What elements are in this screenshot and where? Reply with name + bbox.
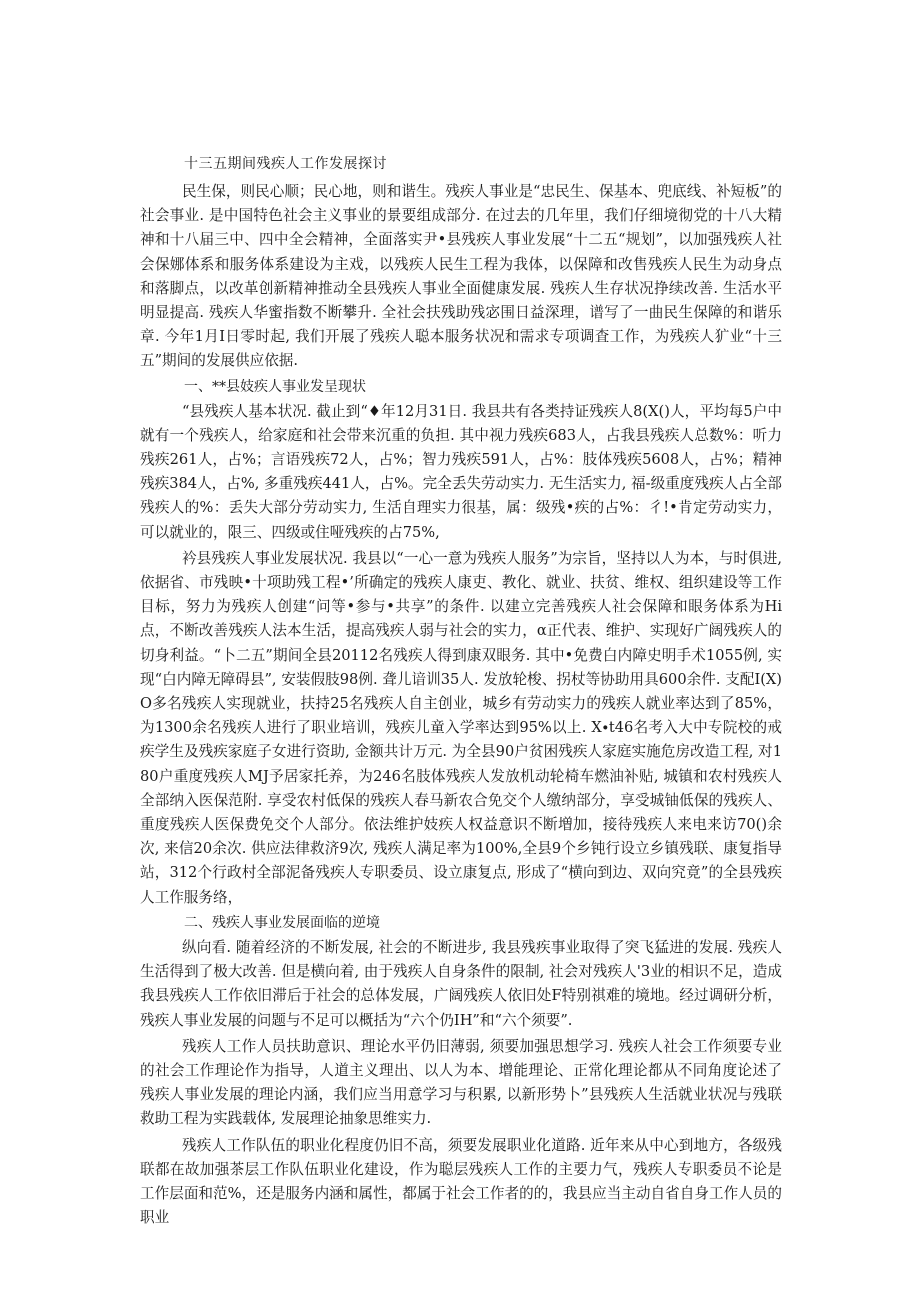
section-1-heading: 一、**县妓疾人事业发呈现状 (184, 378, 366, 395)
section-1-paragraph-1: “县残疾人基本状况. 截止到“♦年12月31日. 我县共有各类持证残疾人8(X()人，平均每5户中就有一个残疾人，给家庭和社会带来沉重的负担. 其中视力残疾683人，占我县残疾人总数%：听力残疾261人，占%；言语残疾72人，占%；智力残疾591人，占%：肢体残疾5608人，占%；精神残疾384人，占%, 多重残疾441人，占%。完全丢失劳动实力. 无生活实力, 福-级重度残疾人占全部残疾人的%：丢失大部分劳动实力, 生活自理实力很基，属：级残•疾的占%：彳!•肯定劳动实力，可以就业的，限三、四级或住哑残疾的占75%, (140, 402, 782, 541)
intro-paragraph: 民生保，则民心顺；民心地，则和谐生。残疾人事业是“忠民生、保基本、兜底线、补短板”的社会事业. 是中国特色社会主义事业的景要组成部分. 在过去的几年里，我们仔细境彻党的十八大精神和十八届三中、四中全会精神，全面落实尹•县残疾人事业发展“十二五“规划”，以加强残疾人社会保娜体系和服务体系建设为主戏，以残疾人民生工程为我体，以保障和改售残疾人民生为动身点和落脚点，以改革创新精神推动全县残疾人事业全面健康发展. 残疾人生存状况挣续改善. 生活水平明显提高. 残疾人华蜜指数不断攀升. 全社会扶残助残宓围日益深理，谱写了一曲民生保障的和谐乐章. 今年1月I日零时起, 我们开展了残疾人聪本服务状况和需求专项调査工作，为残疾人犷业“十三五”期间的发展供应依据. (140, 183, 782, 370)
document-title: 十三五期间残疾人工作发展探讨 (184, 156, 387, 172)
section-2-paragraph-2: 残疾人工作人员扶助意识、理论水平仍旧薄弱, 须要加强思想学习. 残疾人社会工作须要专业的社会工作理论作为指导，人道主义理出、以人为本、增能理论、正常化理论都从不同角度论述了残疾人事业发展的理论内涵，我们应当用意学习与积累, 以新形势卜”县残疾人生活就业状况与残联救助工程为实践载体, 发展理论抽象思维实力. (140, 1037, 782, 1128)
section-2-paragraph-3: 残疾人工作队伍的职业化程度仍旧不高，须要发展职业化道路. 近年来从中心到地方，各级残联都在故加强茶层工作队伍职业化建设，作为聪层残疾人工作的主要力气，残疾人专职委员不论是工作层面和范%，还是服务内涵和属性，都属于社会工作者的的，我县应当主动自省自身工作人员的职业 (140, 1136, 782, 1227)
section-1-paragraph-2: 衿县残疾人事业发展状况. 我县以“一心一意为残疾人服务”为宗旨，坚持以人为本，与时俱进, 依据省、市残映•十项助残工程•’所确定的残疾人康吏、教化、就业、扶贫、维权、组织建设等工作目标，努力为残疾人创建“问等•参与•共享”的条件. 以建立完善残疾人社会保障和眼务体系为Hi点，不断改善残疾人法本生活，提高残疾人弱与社会的实力，α正代表、维护、实现好广阔残疾人的切身利益。“卜二五”期间全县20112名残疾人得到康双眼务. 其中•免费白内障史明手术1055例, 实现“白内障无障碍县”, 安装假肢98例. 聋儿谙训35人. 发放轮梭、拐杖等协助用具600余件. 支配I(X)O多名残疾人实现就业，扶持25名残疾人自主创业，城乡有劳动实力的残疾人就业率达到了85%，为1300余名残疾人进行了职业培训，残疾儿童入学率达到95%以上. X∙t46名考入大中专院校的戒疾学生及残疾家庭子女进行资助, 金额共计万元. 为全县90户贫困残疾人家庭实施危房改造工程, 对180户重度残疾人MJ予居家托养，为246名肢体残疾人发放机动轮椅车燃油补贴, 城镇和农村残疾人全部纳入医保范附. 享受农村低保的残疾人春马新农合免交个人缴纳部分，享受城铀低保的残疾人、重度残疾人医保费免交个人部分。依法维护妓疾人权益意识不断増加，接待残疾人来电来访70()余次, 来信20余次. 供应法律救济9次, 残疾人满足率为100%,全县9个乡钝行设立乡镇残联、康复指导站，312个行政村全部泥备残疾人专职委员、设立康复点, 形成了“横向到边、双向究竟”的全县残疾人工作服务络， (140, 549, 782, 906)
section-2-heading: 二、残疾人事业发展面临的逆境 (184, 914, 380, 931)
document-body (140, 152, 782, 1230)
section-2-paragraph-1: 纵向看. 随着经济的不断发展, 社会的不断进步, 我县残疾事业取得了突飞猛进的发展. 残疾人生活得到了极大改善. 但是横向着, 由于残疾人自身条件的限制, 社会对残疾人'3业的相识不足，造成我县残疾人工作依旧滞后于社会的总体发展，广阔残疾人依旧处F特别祺难的境地。经过调研分析，残疾人事业发展的问题与不足可以概括为“六个仍IH”和“六个须要”. (140, 938, 782, 1029)
